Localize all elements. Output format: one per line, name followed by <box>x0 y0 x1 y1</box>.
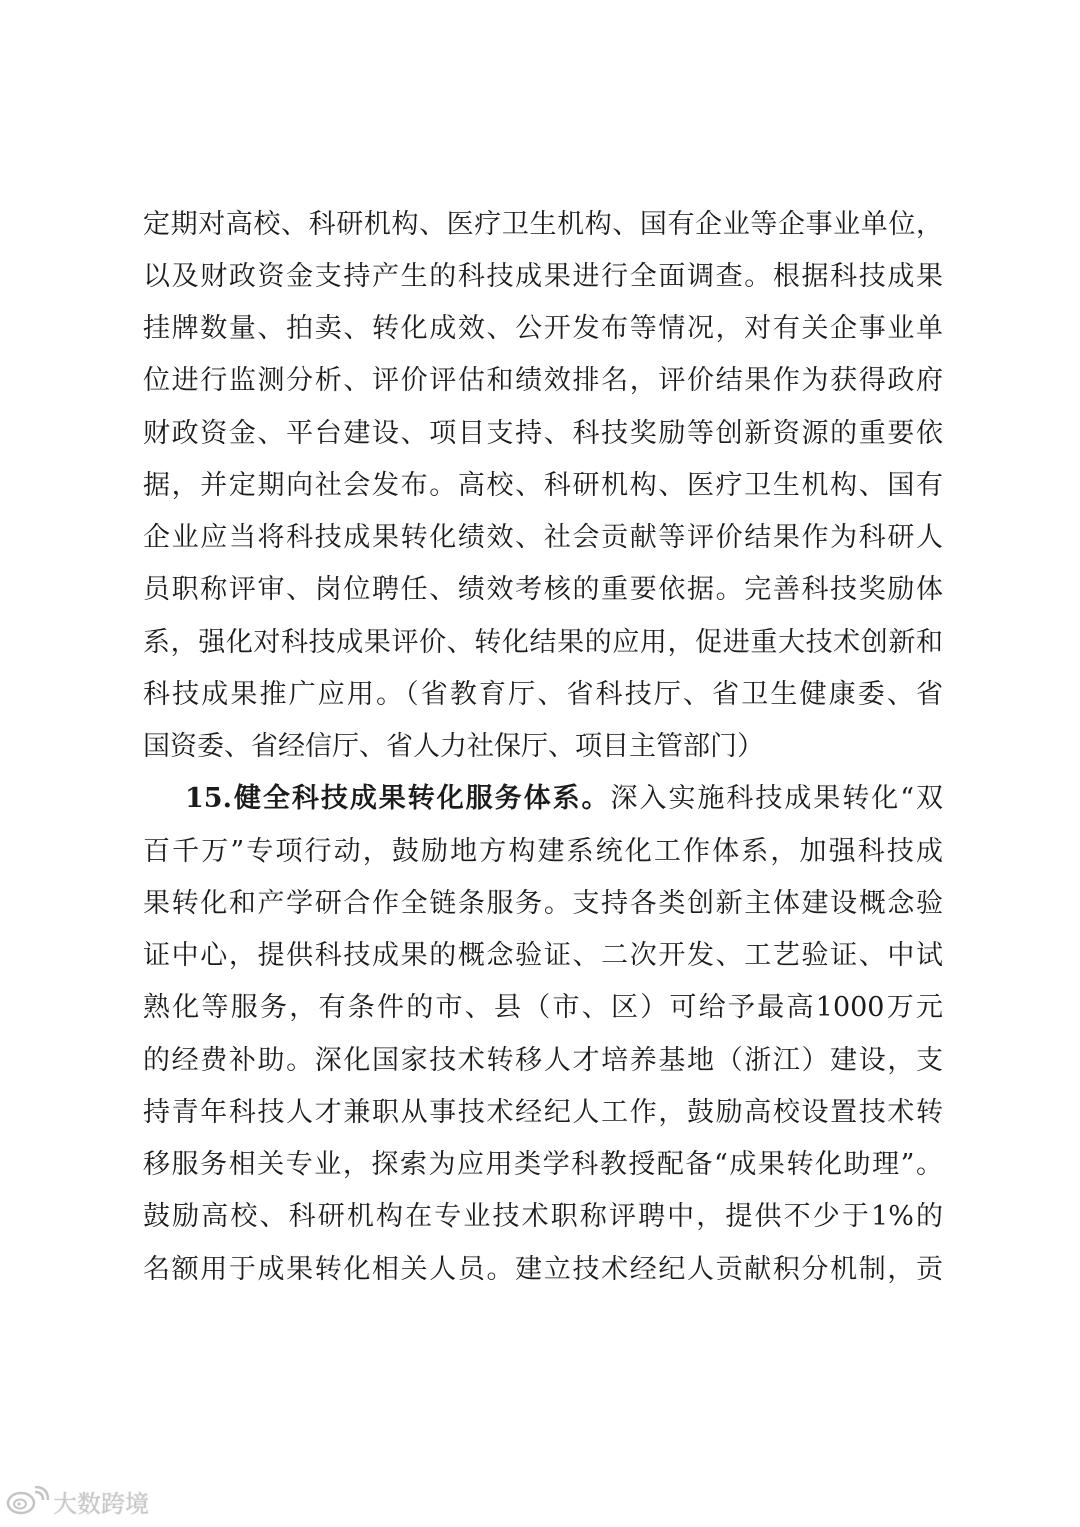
section-15-text-line: 名额用于成果转化相关人员。建立技术经纪人贡献积分机制，贡 <box>143 1254 943 1285</box>
section-15-text-line: 移服务相关专业，探索为应用类学科教授配备“成果转化助理”。 <box>143 1149 943 1180</box>
section-15-heading: 15.健全科技成果转化服务体系。 <box>185 783 611 814</box>
section-15-first-line <box>185 773 943 825</box>
weibo-logo-icon <box>5 1486 49 1516</box>
section-15-intro-text: 深入实施科技成果转化“双 <box>610 783 943 814</box>
section-15-text-line: 百千万”专项行动，鼓励地方构建系统化工作体系，加强科技成 <box>143 836 943 867</box>
body-text-line: 据，并定期向社会发布。高校、科研机构、医疗卫生机构、国有 <box>143 470 943 501</box>
body-text-line: 位进行监测分析、评价评估和绩效排名，评价结果作为获得政府 <box>143 365 943 396</box>
body-text-line: 员职称评审、岗位聘任、绩效考核的重要依据。完善科技奖励体 <box>143 574 943 605</box>
section-15-text-line: 证中心，提供科技成果的概念验证、二次开发、工艺验证、中试 <box>143 940 943 971</box>
body-text-line: 以及财政资金支持产生的科技成果进行全面调查。根据科技成果 <box>143 261 943 292</box>
body-text-line: 定期对高校、科研机构、医疗卫生机构、国有企业等企事业单位， <box>143 209 943 240</box>
section-15-text-line: 持青年科技人才兼职从事技术经纪人工作，鼓励高校设置技术转 <box>143 1097 943 1128</box>
body-text-line: 挂牌数量、拍卖、转化成效、公开发布等情况，对有关企事业单 <box>143 313 943 344</box>
body-text-line: 科技成果推广应用。（省教育厅、省科技厅、省卫生健康委、省 <box>143 679 943 710</box>
section-15-text-line: 鼓励高校、科研机构在专业技术职称评聘中，提供不少于1%的 <box>143 1201 943 1232</box>
body-text-line: 系，强化对科技成果评价、转化结果的应用，促进重大技术创新和 <box>143 627 943 658</box>
body-text-line: 财政资金、平台建设、项目支持、科技奖励等创新资源的重要依 <box>143 418 943 449</box>
section-15-text-line: 果转化和产学研合作全链条服务。支持各类创新主体建设概念验 <box>143 888 943 919</box>
section-15-text-line: 的经费补助。深化国家技术转移人才培养基地（浙江）建设，支 <box>143 1045 943 1076</box>
body-text-line: 企业应当将科技成果转化绩效、社会贡献等评价结果作为科研人 <box>143 522 943 553</box>
watermark-text: 大数跨境 <box>53 1489 149 1518</box>
body-text-line: 国资委、省经信厅、省人力社保厅、项目主管部门） <box>143 731 764 762</box>
watermark <box>5 1484 149 1518</box>
section-15-text-line: 熟化等服务，有条件的市、县（市、区）可给予最高1000万元 <box>143 992 943 1023</box>
